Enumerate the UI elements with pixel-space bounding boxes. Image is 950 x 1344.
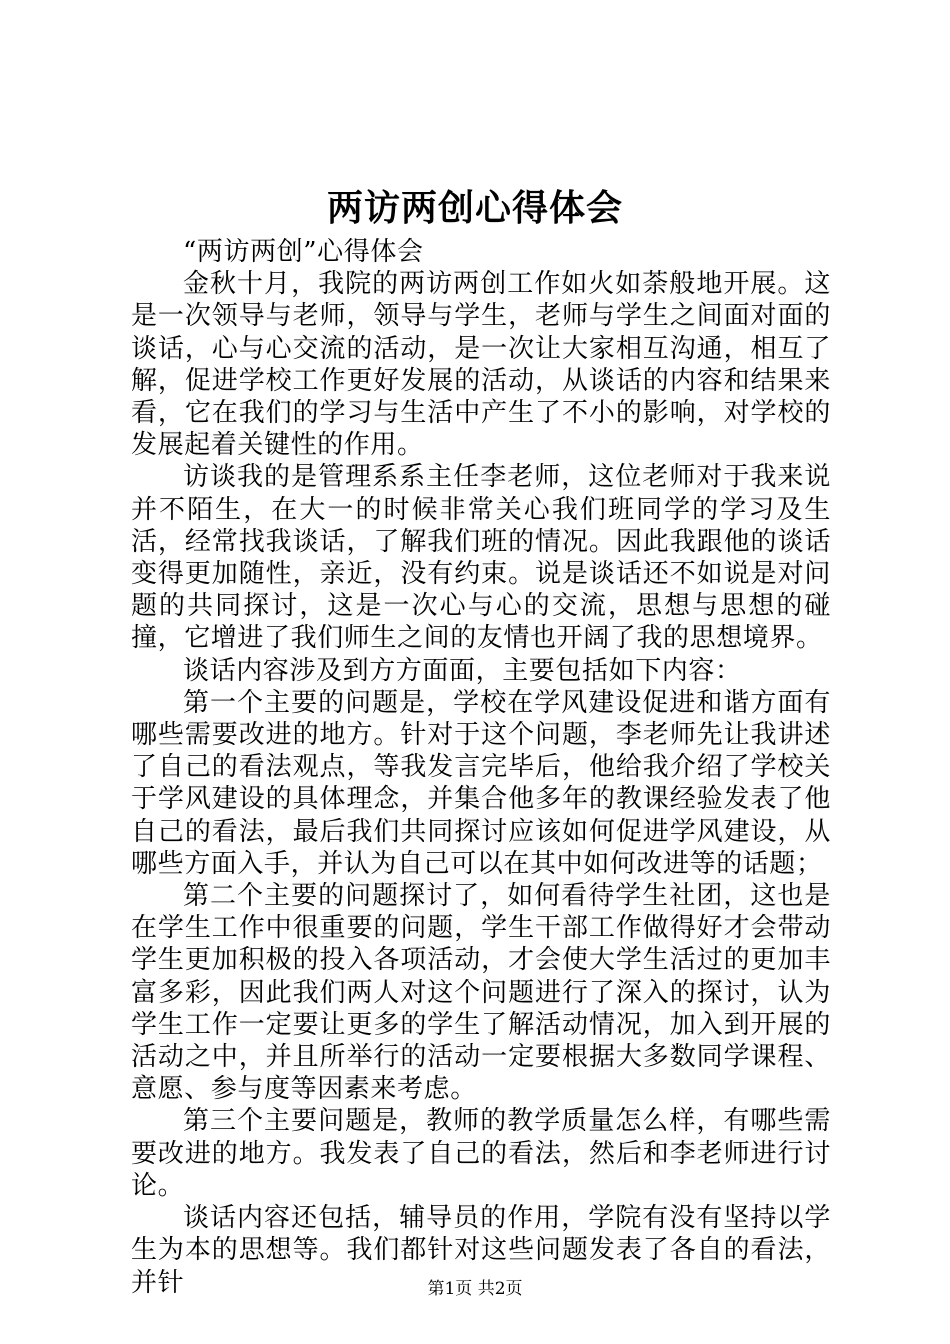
- paragraph: 第三个主要问题是，教师的教学质量怎么样，有哪些需要改进的地方。我发表了自己的看法，然后和李老师进行讨论。: [131, 1106, 831, 1201]
- paragraph: 第一个主要的问题是，学校在学风建设促进和谐方面有哪些需要改进的地方。针对于这个问题，李老师先让我讲述了自己的看法观点，等我发言完毕后，他给我介绍了学校关于学风建设的具体理念，并集合他多年的教课经验发表了他自己的看法，最后我们共同探讨应该如何促进学风建设，从哪些方面入手，并认为自己可以在其中如何改进等的话题；: [131, 687, 831, 879]
- paragraph: 谈话内容还包括，辅导员的作用，学院有没有坚持以学生为本的思想等。我们都针对这些问题发表了各自的看法，并针: [131, 1203, 831, 1298]
- paragraph: 访谈我的是管理系系主任李老师，这位老师对于我来说并不陌生，在大一的时候非常关心我们班同学的学习及生活，经常找我谈话，了解我们班的情况。因此我跟他的谈话变得更加随性，亲近，没有约束。说是谈话还不如说是对问题的共同探讨，这是一次心与心的交流，思想与思想的碰撞，它增进了我们师生之间的友情也开阔了我的思想境界。: [131, 462, 831, 654]
- paragraph: 谈话内容涉及到方方面面，主要包括如下内容：: [183, 655, 742, 686]
- paragraph: 第二个主要的问题探讨了，如何看待学生社团，这也是在学生工作中很重要的问题，学生干部工作做得好才会带动学生更加积极的投入各项活动，才会使大学生活过的更加丰富多彩，因此我们两人对这个问题进行了深入的探讨，认为学生工作一定要让更多的学生了解活动情况，加入到开展的活动之中，并且所举行的活动一定要根据大多数同学课程、意愿、参与度等因素来考虑。: [131, 881, 831, 1105]
- document-title: 两访两创心得体会: [326, 187, 623, 229]
- paragraph-subtitle: “两访两创”心得体会: [183, 237, 424, 267]
- paragraph: 金秋十月，我院的两访两创工作如火如荼般地开展。这是一次领导与老师，领导与学生，老师与学生之间面对面的谈话，心与心交流的活动，是一次让大家相互沟通，相互了解，促进学校工作更好发展的活动，从谈话的内容和结果来看，它在我们的学习与生活中产生了不小的影响，对学校的发展起着关键性的作用。: [131, 269, 831, 461]
- page-number-footer: 第1页 共2页: [427, 1279, 523, 1299]
- document-body: [131, 236, 831, 1299]
